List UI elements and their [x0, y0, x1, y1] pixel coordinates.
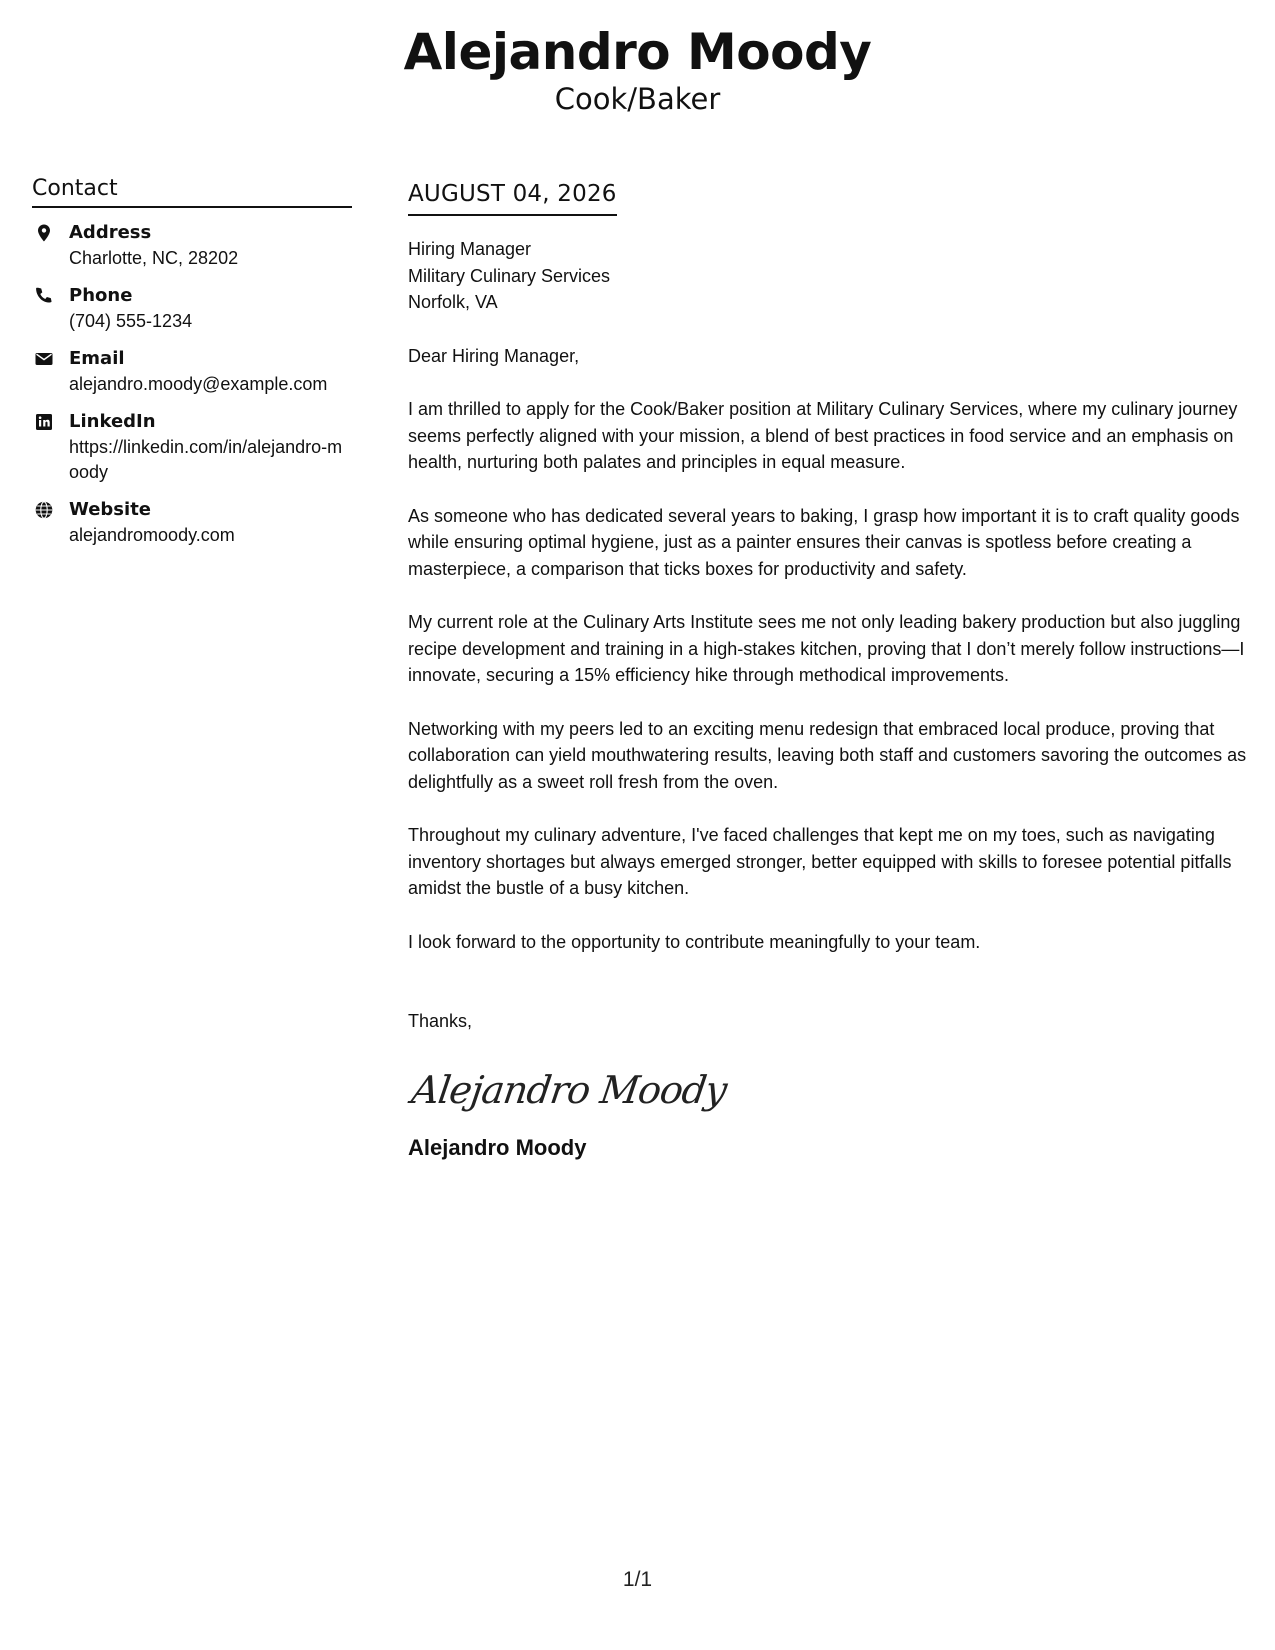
- phone-icon: [34, 286, 54, 306]
- closing-phrase: Thanks,: [408, 1011, 473, 1031]
- linkedin-icon: [34, 412, 54, 432]
- envelope-icon: [34, 349, 54, 369]
- linkedin-label: LinkedIn: [69, 411, 156, 432]
- recipient-block: [408, 236, 1253, 316]
- letter-paragraph: I look forward to the opportunity to contribute meaningfully to your team.: [408, 931, 981, 952]
- letter-paragraph: Networking with my peers led to an exciting menu redesign that embraced local produce, proving that collaboration can yield mouthwatering results, leaving both staff and customers savoring the outcomes as delightfully as a sweet roll fresh from the oven.: [408, 718, 1247, 792]
- contact-item-email: [32, 346, 352, 397]
- applicant-name: Alejandro Moody: [403, 23, 872, 81]
- contact-item-website: [32, 497, 352, 548]
- contact-item-phone: [32, 283, 352, 334]
- date-block: [408, 178, 617, 216]
- address-label: Address: [69, 222, 152, 243]
- page-number: 1/1: [622, 1568, 653, 1591]
- email-label: Email: [69, 348, 125, 369]
- map-pin-icon: [34, 223, 54, 243]
- website-value: alejandromoody.com: [69, 525, 235, 545]
- salutation: Dear Hiring Manager,: [408, 345, 580, 366]
- letter-header: [0, 22, 1275, 116]
- contact-heading: Contact: [32, 174, 352, 208]
- contact-sidebar: [32, 174, 352, 560]
- signature: Alejandro Moody: [408, 1067, 730, 1112]
- website-label: Website: [69, 499, 152, 520]
- phone-label: Phone: [69, 285, 133, 306]
- signer-name: Alejandro Moody: [408, 1134, 587, 1160]
- contact-item-address: [32, 220, 352, 271]
- contact-item-linkedin: [32, 409, 352, 485]
- phone-value: (704) 555-1234: [69, 311, 193, 331]
- address-value: Charlotte, NC, 28202: [69, 248, 239, 268]
- applicant-job-title: Cook/Baker: [554, 82, 721, 116]
- letter-body: [408, 178, 1253, 1163]
- letter-paragraph: I am thrilled to apply for the Cook/Baker position at Military Culinary Services, where my culinary journey seems perfectly aligned with your mission, a blend of best practices in food service and an emphasis on health, nurturing both palates and principles in equal measure.: [408, 399, 1238, 472]
- linkedin-value: https://linkedin.com/in/alejandro-moody: [69, 437, 343, 482]
- letter-date: AUGUST 04, 2026: [408, 181, 617, 207]
- recipient-title: Hiring Manager: [408, 239, 532, 259]
- recipient-company: Military Culinary Services: [408, 265, 611, 286]
- letter-paragraph: As someone who has dedicated several years to baking, I grasp how important it is to craft quality goods while ensuring optimal hygiene, just as a painter ensures their canvas is spotless before creating a masterpiece, a comparison that ticks boxes for productivity and safety.: [408, 505, 1240, 579]
- globe-icon: [34, 500, 54, 520]
- letter-paragraph: Throughout my culinary adventure, I've faced challenges that kept me on my toes, such as navigating inventory shortages but always emerged stronger, better equipped with skills to foresee potential pitfalls amidst the bustle of a busy kitchen.: [408, 825, 1232, 898]
- email-value: alejandro.moody@example.com: [69, 374, 328, 394]
- letter-paragraph: My current role at the Culinary Arts Institute sees me not only leading bakery production but also juggling recipe development and training in a high-stakes kitchen, proving that I don’t merely follow instructions—I innovate, securing a 15% efficiency hike through methodical improvements.: [408, 612, 1245, 685]
- recipient-location: Norfolk, VA: [408, 292, 498, 312]
